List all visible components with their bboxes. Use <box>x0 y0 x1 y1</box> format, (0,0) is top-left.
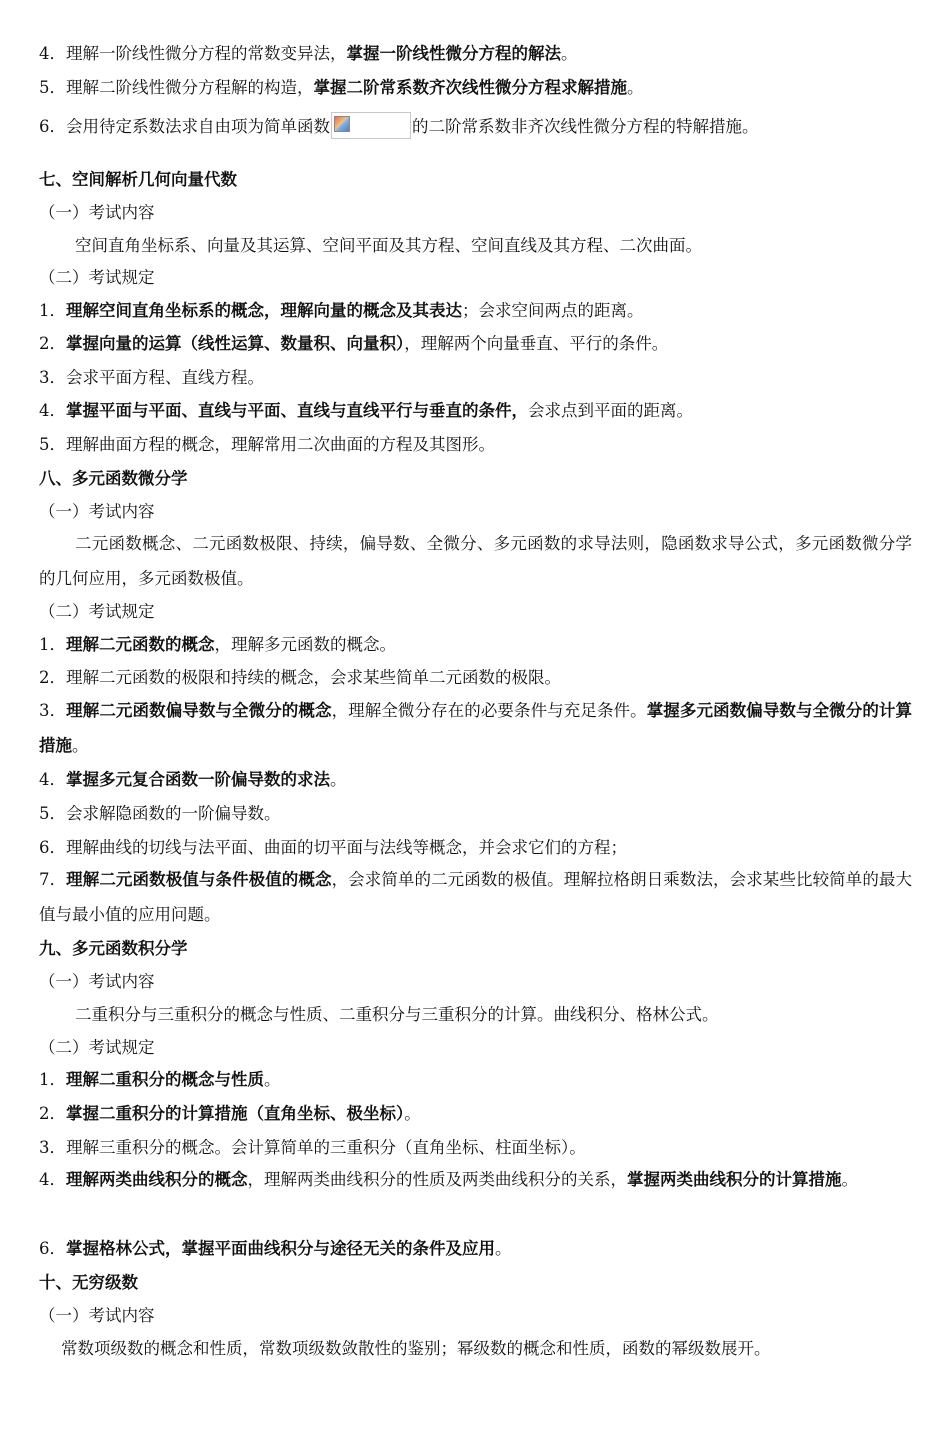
rule-text: 。 <box>841 1170 858 1189</box>
rule-emphasis: 理解二重积分的概念与性质 <box>66 1070 264 1089</box>
s9-requirements-heading: （二）考试规定 <box>39 1038 155 1057</box>
rule-text: 。 <box>264 1070 281 1089</box>
s9-rule-1 <box>39 1069 912 1091</box>
rule-emphasis: 掌握两类曲线积分的计算措施 <box>627 1170 842 1189</box>
s10-content-body: 常数项级数的概念和性质，常数项级数敛散性的鉴别；幂级数的概念和性质，函数的幂级数展开。 <box>61 1339 771 1358</box>
s7-content-heading: （一）考试内容 <box>39 203 155 222</box>
rule-text: 5．理解二阶线性微分方程解的构造， <box>39 78 314 97</box>
rule-emphasis: 掌握多元函数偏导数与全微分的计算措施 <box>39 701 913 755</box>
rule-text: 3． <box>39 701 67 720</box>
rule-text: 1． <box>39 301 66 320</box>
rule-emphasis: 掌握二重积分的计算措施（直角坐标、极坐标） <box>66 1104 405 1123</box>
s8-rule-7 <box>39 862 912 932</box>
s9-rule-6 <box>39 1238 912 1260</box>
s7-rule-4 <box>39 400 912 422</box>
s9-content-body: 二重积分与三重积分的概念与性质、二重积分与三重积分的计算。曲线积分、格林公式。 <box>75 1005 719 1024</box>
s8-rule-6: 6．理解曲线的切线与法平面、曲面的切平面与法线等概念，并会求它们的方程； <box>39 838 627 857</box>
rule-text: ，理解多元函数的概念。 <box>214 635 396 654</box>
rule-emphasis: 理解二元函数偏导数与全微分的概念 <box>66 701 332 720</box>
s8-rule-1 <box>39 634 912 656</box>
rule-text: 2． <box>39 334 66 353</box>
s8-rule-4 <box>39 769 912 791</box>
rule-text: 6．会用待定系数法求自由项为简单函数 <box>39 117 330 136</box>
rule-text: 的二阶常系数非齐次线性微分方程的特解措施。 <box>412 117 759 136</box>
s7-rule-1 <box>39 300 912 322</box>
rule-emphasis: 掌握向量的运算（线性运算、数量积、向量积） <box>66 334 405 353</box>
rule-emphasis: 掌握平面与平面、直线与平面、直线与直线平行与垂直的条件， <box>66 401 528 420</box>
rule-emphasis: 掌握一阶线性微分方程的解法 <box>346 44 561 63</box>
section-title-7: 七、空间解析几何向量代数 <box>39 170 237 189</box>
rule-text: 6． <box>39 1239 66 1258</box>
rule-emphasis: 掌握多元复合函数一阶偏导数的求法 <box>66 770 330 789</box>
rule-text: 。 <box>72 736 89 755</box>
rule-emphasis: 理解二元函数极值与条件极值的概念 <box>66 870 332 889</box>
rule-text: 2． <box>39 1104 66 1123</box>
broken-image-icon <box>331 112 411 139</box>
rule-text: ；会求空间两点的距离。 <box>462 301 644 320</box>
rule-emphasis: 理解二元函数的概念 <box>66 635 215 654</box>
rule-emphasis: 理解空间直角坐标系的概念，理解向量的概念及其表达 <box>66 301 462 320</box>
rule-text: 。 <box>627 78 644 97</box>
s9-rule-4 <box>39 1162 912 1197</box>
s7-content-body: 空间直角坐标系、向量及其运算、空间平面及其方程、空间直线及其方程、二次曲面。 <box>75 236 702 255</box>
rule-text: 4． <box>39 770 66 789</box>
s8-content-heading: （一）考试内容 <box>39 502 155 521</box>
rule-text: ，理解两个向量垂直、平行的条件。 <box>404 334 669 353</box>
s6-rule-5 <box>39 77 912 99</box>
s8-rule-2: 2．理解二元函数的极限和持续的概念，会求某些简单二元函数的极限。 <box>39 668 561 687</box>
s8-rule-3 <box>39 693 912 763</box>
rule-text: 。 <box>330 770 347 789</box>
section-title-8: 八、多元函数微分学 <box>39 469 188 488</box>
rule-text: 4．理解一阶线性微分方程的常数变异法， <box>39 44 347 63</box>
rule-emphasis: 掌握二阶常系数齐次线性微分方程求解措施 <box>313 78 627 97</box>
rule-text: ，理解全微分存在的必要条件与充足条件。 <box>331 701 647 720</box>
rule-text: 7． <box>39 870 67 889</box>
section-title-9: 九、多元函数积分学 <box>39 939 188 958</box>
s6-rule-4 <box>39 43 912 65</box>
s8-content-body: 二元函数概念、二元函数极限、持续，偏导数、全微分、多元函数的求导法则，隐函数求导公式，多元函数微分学的几何应用，多元函数极值。 <box>39 534 912 588</box>
rule-text: ，会求简单的二元函数的极值。理解拉格朗日乘数法，会求某些比较简单的最大值与最小值的应用问题。 <box>39 870 913 924</box>
rule-text: 会求点到平面的距离。 <box>528 401 693 420</box>
s9-rule-2 <box>39 1103 912 1125</box>
rule-emphasis: 理解两类曲线积分的概念 <box>66 1170 248 1189</box>
rule-text: 4． <box>39 1170 66 1189</box>
rule-text: ，理解两类曲线积分的性质及两类曲线积分的关系， <box>247 1170 627 1189</box>
broken-image-glyph <box>334 116 350 132</box>
rule-text: 1． <box>39 635 66 654</box>
s10-content-heading: （一）考试内容 <box>39 1306 155 1325</box>
s7-rule-3: 3．会求平面方程、直线方程。 <box>39 368 264 387</box>
s8-requirements-heading: （二）考试规定 <box>39 602 155 621</box>
s7-requirements-heading: （二）考试规定 <box>39 268 155 287</box>
s9-content-heading: （一）考试内容 <box>39 972 155 991</box>
rule-text: 4． <box>39 401 66 420</box>
section-title-10: 十、无穷级数 <box>39 1273 138 1292</box>
s8-rule-5: 5．会求解隐函数的一阶偏导数。 <box>39 804 281 823</box>
s7-rule-5: 5．理解曲面方程的概念，理解常用二次曲面的方程及其图形。 <box>39 435 495 454</box>
rule-text: 1． <box>39 1070 66 1089</box>
rule-text: 。 <box>561 44 578 63</box>
s7-rule-2 <box>39 333 912 355</box>
rule-emphasis: 掌握格林公式，掌握平面曲线积分与途径无关的条件及应用 <box>66 1239 495 1258</box>
rule-text: 。 <box>495 1239 512 1258</box>
rule-text: 。 <box>404 1104 421 1123</box>
s6-rule-6 <box>39 114 912 136</box>
s9-rule-3: 3．理解三重积分的概念。会计算简单的三重积分（直角坐标、柱面坐标）。 <box>39 1138 586 1157</box>
